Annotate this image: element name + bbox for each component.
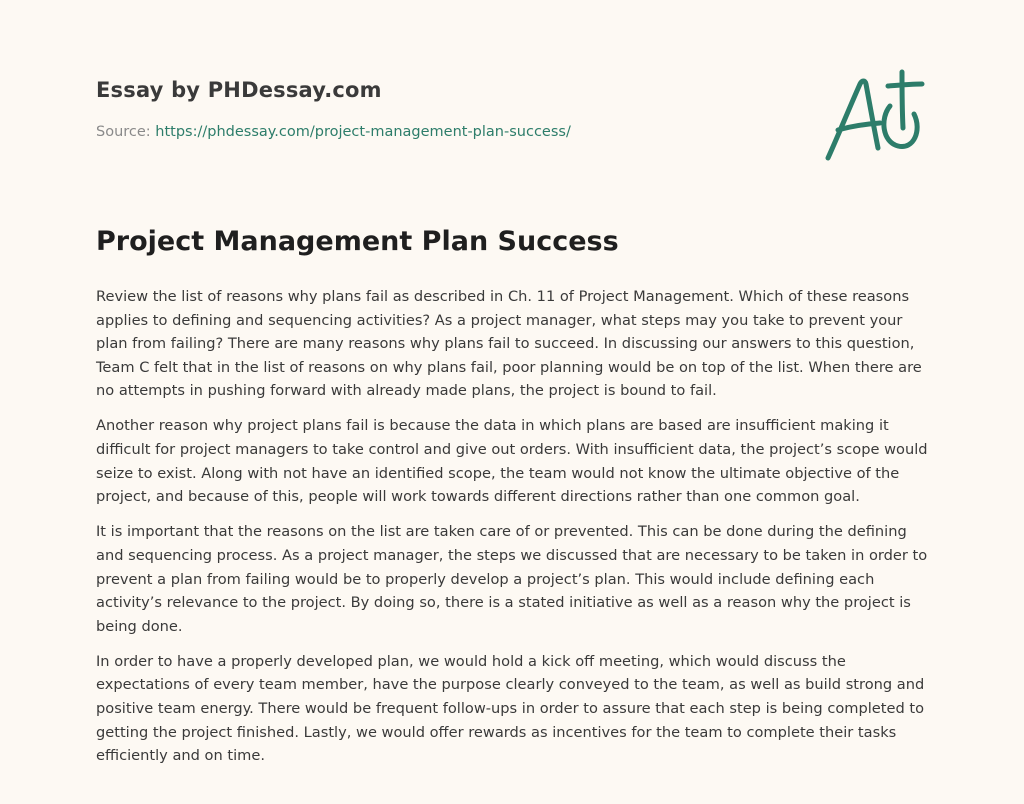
essay-title: Project Management Plan Success <box>96 226 619 257</box>
a-plus-logo-icon <box>818 66 928 166</box>
essay-paragraph: Review the list of reasons why plans fail as described in Ch. 11 of Project Management. Which of these reasons applies to defining and sequencing activities? As a project manager, what steps may you take to prevent your plan from failing? There are many reasons why plans fail to succeed. In discussing our answers to this question, Team C felt that in the list of reasons on why plans fail, poor planning would be on top of the list. When there are no attempts in pushing forward with already made plans, the project is bound to fail. <box>96 288 922 400</box>
essay-paragraph: In order to have a properly developed plan, we would hold a kick off meeting, which would discuss the expectations of every team member, have the purpose clearly conveyed to the team, as well as build strong and positive team energy. There would be frequent follow-ups in order to assure that each step is being completed to getting the project finished. Lastly, we would offer rewards as incentives for the team to complete their tasks efficiently and on time. <box>96 652 925 765</box>
source-line <box>96 124 571 140</box>
site-brand: Essay by PHDessay.com <box>96 78 382 102</box>
source-link[interactable]: https://phdessay.com/project-management-plan-success/ <box>155 124 571 140</box>
essay-paragraph: It is important that the reasons on the list are taken care of or prevented. This can be done during the defining and sequencing process. As a project manager, the steps we discussed that are necessary to be taken in order to prevent a plan from failing would be to properly develop a project’s plan. This would include defining each activity’s relevance to the project. By doing so, there is a stated initiative as well as a reason why the project is being done. <box>96 523 928 635</box>
essay-body <box>96 285 932 779</box>
source-label: Source: <box>96 124 156 140</box>
essay-paragraph: Another reason why project plans fail is because the data in which plans are based are insufficient making it difficult for project managers to take control and give out orders. With insufficient data, the project’s scope would seize to exist. Along with not have an identified scope, the team would not know the ultimate objective of the project, and because of this, people will work towards different directions rather than one common goal. <box>96 417 928 506</box>
